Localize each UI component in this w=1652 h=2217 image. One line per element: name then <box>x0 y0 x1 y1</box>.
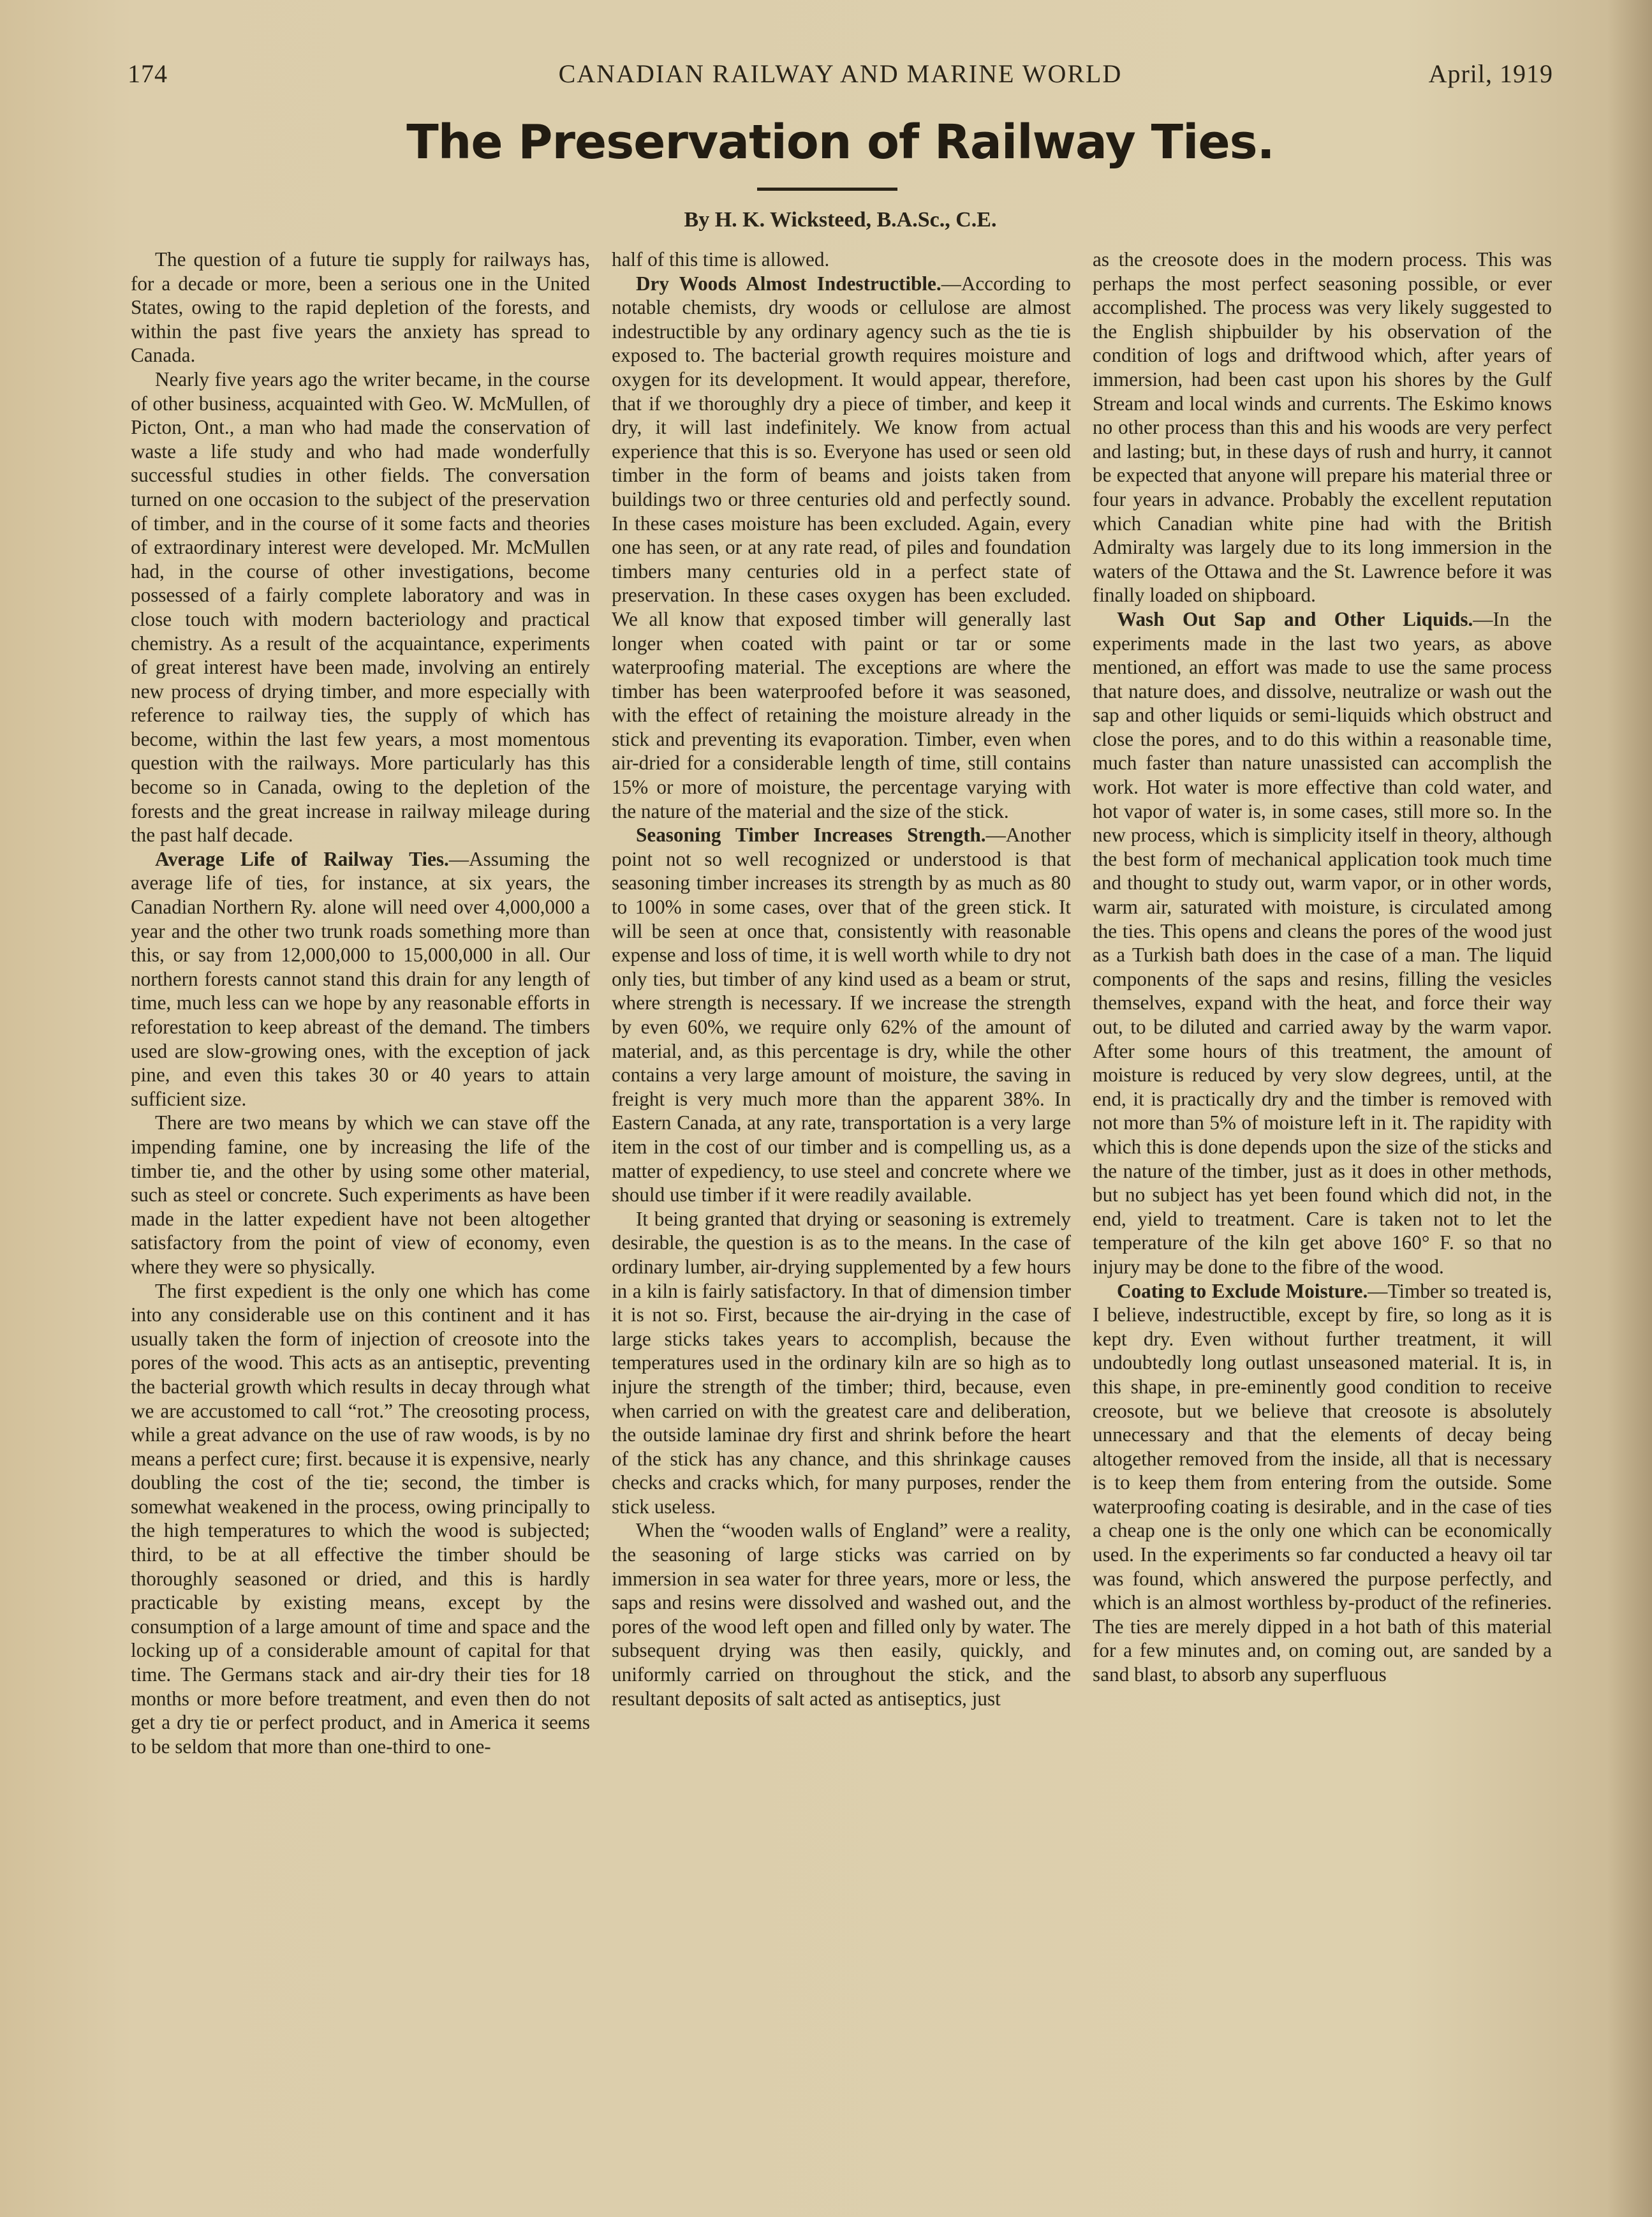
article-paragraph <box>131 367 590 847</box>
running-head <box>128 59 1553 97</box>
article-column-3 <box>1093 248 1552 2149</box>
article-paragraph <box>131 847 590 1111</box>
article-paragraph <box>612 1207 1071 1519</box>
section-subheading: Wash Out Sap and Other Liquids. <box>1117 607 1473 630</box>
paragraph-text: The first expedient is the only one which has come into any considerable use on this continent and it has usually taken the form of injection of creosote into the pores of the wood. This acts as an antiseptic, preventing the bacterial growth which results in decay through what we are accustomed to call “rot.” The creosoting process, while a great advance on the use of raw woods, is by no means a perfect cure; first. because it is expensive, nearly doubling the cost of the tie; second, the timber is somewhat weakened in the process, owing principally to the high temperatures to which the wood is subjected; third, to be at all effective the timber should be thoroughly seasoned or dried, and this is hardly practicable by existing means, except by the consumption of a large amount of time and space and the locking up of a considerable amount of capital for that time. The Germans stack and air-dry their ties for 18 months or more before treatment, and even then do not get a dry tie or perfect product, and in America it seems to be seldom that more than one-third to one- <box>131 1279 590 1758</box>
article-byline: By H. K. Wicksteed, B.A.Sc., C.E. <box>684 208 997 232</box>
issue-date: April, 1919 <box>1428 59 1553 88</box>
page-number: 174 <box>128 59 168 88</box>
paragraph-text: as the creosote does in the modern process. This was perhaps the most perfect seasoning possible, or ever accomplished. The process was very likely suggested to the English shipbuilder by his observation of the condition of logs and driftwood which, after years of immersion, had been cast upon his shores by the Gulf Stream and local winds and currents. The Eskimo knows no other process than this and his woods are very perfect and lasting; but, in these days of rush and hurry, it cannot be expected that anyone will prepare his material three or four years in advance. Probably the excellent reputation which Canadian white pine had with the British Admiralty was largely due to its long immersion in the waters of the Ottawa and the St. Lawrence before it was finally loaded on shipboard. <box>1093 248 1552 607</box>
article-paragraph <box>612 1518 1071 1710</box>
publication-title: CANADIAN RAILWAY AND MARINE WORLD <box>558 59 1123 88</box>
article-paragraph <box>131 248 590 367</box>
paragraph-text: —Timber so treated is, I believe, indestructible, except by fire, so long as it is kept dry. Even without further treatment, it will undoubtedly long outlast unseasoned material. It is, in this shape, in pre-eminently good condition to receive creosote, but we believe that creosote is absolutely unnecessary and that the elements of decay being altogether removed from the inside, all that is necessary is to keep them from entering from the outside. Some waterproofing coating is desirable, and in the case of ties a cheap one is the only one which can be economically used. In the experiments so far conducted a heavy oil tar was found, which answered the purpose perfectly, and which is an almost worthless by-product of the refineries. The ties are merely dipped in a hot bath of this material for a few minutes and, on coming out, are sanded by a sand blast, to absorb any superfluous <box>1093 1279 1552 1686</box>
article-paragraph <box>612 272 1071 824</box>
article-paragraph <box>612 248 1071 272</box>
article-paragraph <box>131 1279 590 1759</box>
article-column-1 <box>131 248 590 2149</box>
paragraph-text: —According to notable chemists, dry woods or cellulose are almost indestructible by any ordinary agency such as the tie is exposed to. The bacterial growth requires moisture and oxygen for its development. It would appear, therefore, that if we thoroughly dry a piece of timber, and keep it dry, it will last indefinitely. We know from actual experience that this is so. Everyone has used or seen old timber in the form of beams and joists taken from buildings two or three centuries old and perfectly sound. In these cases moisture has been excluded. Again, every one has seen, or at any rate read, of piles and foundation timbers many centuries old in a perfect state of preservation. In these cases oxygen has been excluded. We all know that exposed timber will generally last longer when coated with paint or tar or some waterproofing material. The exceptions are where the timber has been waterproofed before it was seasoned, with the effect of retaining the moisture already in the stick and preventing its evaporation. Timber, even when air-dried for a considerable length of time, still contains 15% or more of moisture, the percentage varying with the nature of the material and the size of the stick. <box>612 272 1071 822</box>
page-edge-shadow <box>1607 0 1652 2217</box>
section-subheading: Dry Woods Almost Indestructible. <box>636 272 941 295</box>
article-title: The Preservation of Railway Ties. <box>406 115 1274 170</box>
paragraph-text: —Another point not so well recognized or understood is that seasoning timber increases its strength by as much as 80 to 100% in some cases, over that of the green stick. It will be seen at once that, consistently with reasonable expense and loss of time, it is well worth while to dry not only ties, but timber of any kind used as a beam or strut, where strength is necessary. If we increase the strength by even 60%, we require only 62% of the amount of material, and, as this percentage is dry, while the other contains a very large amount of moisture, the saving in freight is very much more than the apparent 38%. In Eastern Canada, at any rate, transportation is a very large item in the cost of our timber and is compelling us, as a matter of expediency, to use steel and concrete where we should use timber if it were readily available. <box>612 824 1071 1206</box>
article-paragraph <box>1093 248 1552 607</box>
section-subheading: Seasoning Timber Increases Strength. <box>636 824 986 847</box>
article-column-2 <box>612 248 1071 2149</box>
paragraph-text: —In the experiments made in the last two years, as above mentioned, an effort was made to use the same process that nature does, and dissolve, neutralize or wash out the sap and other liquids or semi-liquids which obstruct and close the pores, and to do this within a reasonable time, much faster than nature unassisted can accomplish the work. Hot water is more effective than cold water, and hot vapor of water is, in some cases, still more so. In the new process, which is simplicity itself in theory, although the best form of mechanical application took much time and thought to study out, warm vapor, or in other words, warm air, saturated with moisture, is circulated among the ties. This opens and cleans the pores of the wood just as a Turkish bath does in the case of a man. The liquid components of the saps and resins, filling the vesicles themselves, expand with the heat, and force their way out, to be diluted and carried away by the warm vapor. After some hours of this treatment, the amount of moisture is reduced by very slow degrees, until, at the end, it is practically dry and the timber is removed with not more than 5% of moisture left in it. The rapidity with which this is done depends upon the size of the sticks and the nature of the timber, just as it does in other methods, but no subject has yet been found which did not, in the end, yield to treatment. Care is taken not to let the temperature of the kiln get above 160° F. so that no injury may be done to the fibre of the wood. <box>1093 607 1552 1278</box>
section-subheading: Coating to Exclude Moisture. <box>1117 1279 1368 1302</box>
paragraph-text: half of this time is allowed. <box>612 248 830 271</box>
title-rule <box>757 188 897 191</box>
article-paragraph <box>612 823 1071 1207</box>
paragraph-text: Nearly five years ago the writer became, in the course of other business, acquainted with Geo. W. McMullen, of Picton, Ont., a man who had made the conservation of waste a life study and who had made wonderfully successful studies in other fields. The conversation turned on one occasion to the subject of the preservation of timber, and in the course of it some facts and theories of extraordinary interest were developed. Mr. McMullen had, in the course of other investigations, become possessed of a fairly complete laboratory and was in close touch with modern bacteriology and practical chemistry. As a result of the acquaintance, experiments of great interest have been made, involving an entirely new process of drying timber, and more especially with reference to railway ties, the supply of which has become, within the last few years, a most momentous question with the railways. More particularly has this become so in Canada, owing to the depletion of the forests and the great increase in railway mileage during the past half decade. <box>131 367 590 847</box>
paragraph-text: When the “wooden walls of England” were a reality, the seasoning of large sticks was carried on by immersion in sea water for three years, more or less, the saps and resins were dissolved and washed out, and the pores of the wood left open and filled only by water. The subsequent drying was then easily, quickly, and uniformly carried on throughout the stick, and the resultant deposits of salt acted as antiseptics, just <box>612 1519 1071 1710</box>
paragraph-text: —Assuming the average life of ties, for instance, at six years, the Canadian Northern Ry. alone will need over 4,000,000 a year and the other two trunk roads something more than this, or say from 12,000,000 to 15,000,000 in all. Our northern forests cannot stand this drain for any length of time, much less can we hope by any reasonable efforts in reforestation to keep abreast of the demand. The timbers used are slow-growing ones, with the exception of jack pine, and even this takes 30 or 40 years to attain sufficient size. <box>131 847 590 1110</box>
paragraph-text: It being granted that drying or seasoning is extremely desirable, the question is as to the means. In the case of ordinary lumber, air-drying supplemented by a few hours in a kiln is fairly satisfactory. In that of dimension timber it is not so. First, because the air-drying in the case of large sticks takes years to accomplish, because the temperatures used in the ordinary kiln are so high as to injure the strength of the timber; third, because, even when carried on with the greatest care and deliberation, the outside laminae dry first and shrink before the heart of the stick has any chance, and this shrinkage causes checks and cracks which, for many purposes, render the stick useless. <box>612 1207 1071 1518</box>
section-subheading: Average Life of Railway Ties. <box>155 847 449 870</box>
article-paragraph <box>1093 607 1552 1279</box>
paragraph-text: The question of a future tie supply for railways has, for a decade or more, been a serious one in the United States, owing to the rapid depletion of the forests, and within the past five years the anxiety has spread to Canada. <box>131 248 590 367</box>
article-paragraph <box>131 1111 590 1279</box>
article-paragraph <box>1093 1279 1552 1687</box>
paragraph-text: There are two means by which we can stave off the impending famine, one by increasing the life of the timber tie, and the other by using some other material, such as steel or concrete. Such experiments as have been made in the latter expedient have not been altogether satisfactory from the point of view of economy, even where they were so physically. <box>131 1111 590 1278</box>
